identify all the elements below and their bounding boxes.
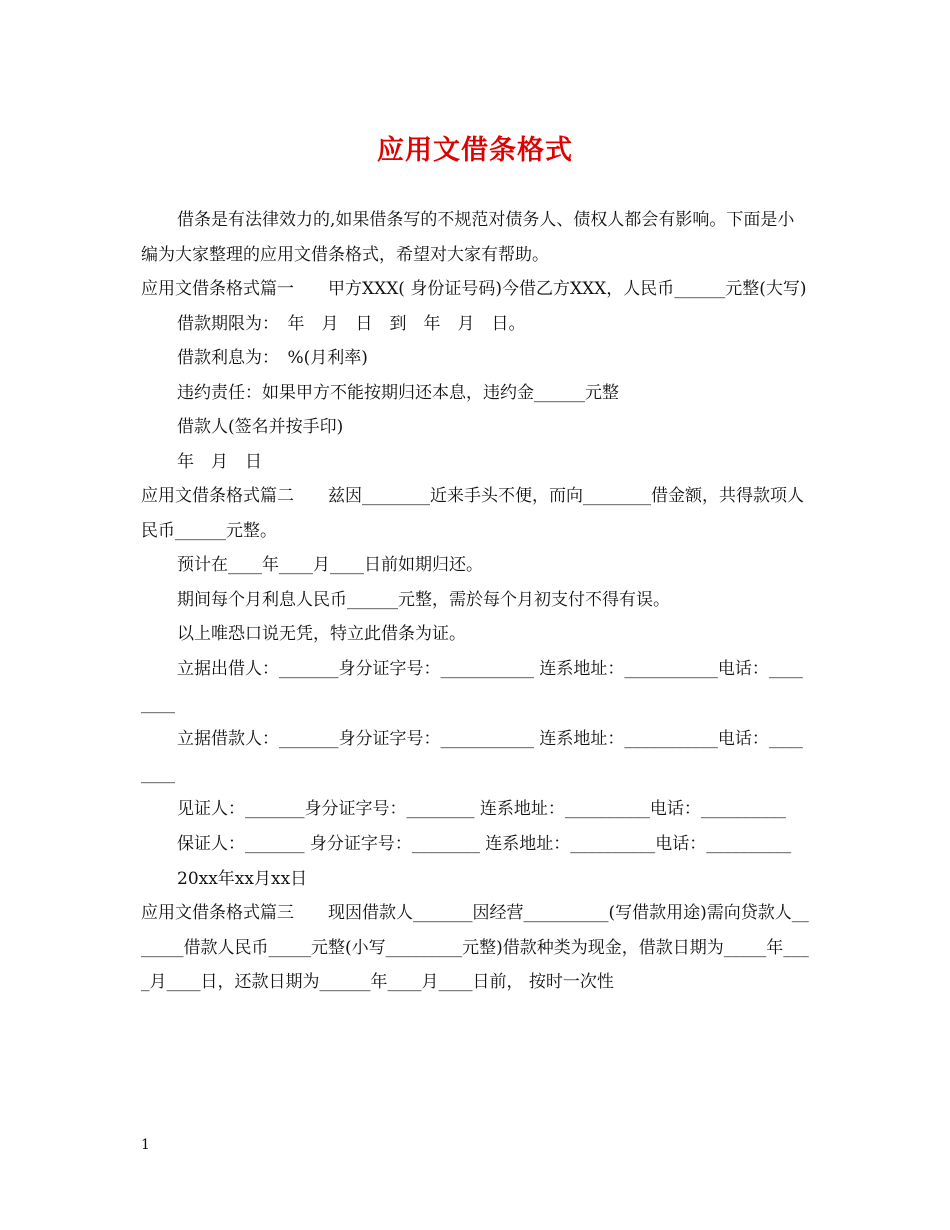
document-date-line: 20xx年xx月xx日 <box>177 868 308 889</box>
repayment-plan-line: 预计在____年____月____日前如期归还。 <box>177 555 483 575</box>
interest-line: 借款利息为： %(月利率) <box>177 348 368 368</box>
monthly-interest-line: 期间每个月利息人民币______元整，需於每个月初支付不得有误。 <box>177 589 670 610</box>
date-line: 年 月 日 <box>177 451 262 472</box>
document-title: 应用文借条格式 <box>377 135 573 166</box>
evidence-statement-line: 以上唯恐口说无凭，特立此借条为证。 <box>177 624 466 644</box>
loan-term-line: 借款期限为： 年 月 日 到 年 月 日。 <box>177 313 526 334</box>
guarantor-info-line: 保证人：_______ 身分证字号：________ 连系地址：__________电话：__________ <box>177 833 792 854</box>
borrower-info-line: 立据借款人：_______身分证字号：___________ 连系地址：___________电话：________ <box>141 728 803 784</box>
document-body <box>141 203 811 1000</box>
borrower-signature-line: 借款人(签名并按手印) <box>177 417 344 437</box>
format-two-heading-paragraph: 应用文借条格式篇二 兹因________近来手头不便，而向________借金额，共得款项人民币______元整。 <box>141 486 804 541</box>
witness-info-line: 见证人：_______身分证字号：________ 连系地址：__________电话：__________ <box>177 798 786 819</box>
lender-info-line: 立据出借人：_______身分证字号：___________ 连系地址：___________电话：________ <box>141 658 803 714</box>
intro-paragraph: 借条是有法律效力的,如果借条写的不规范对债务人、债权人都会有影响。下面是小编为大家整理的应用文借条格式，希望对大家有帮助。 <box>141 210 795 265</box>
format-one-heading-paragraph: 应用文借条格式篇一 甲方XXX( 身份证号码)今借乙方XXX，人民币______元整(大写) <box>141 279 807 299</box>
page-number: 1 <box>141 1137 150 1153</box>
liability-line: 违约责任：如果甲方不能按期归还本息，违约金______元整 <box>177 382 619 403</box>
format-three-paragraph: 应用文借条格式篇三 现因借款人_______因经营__________(写借款用途)需向贷款人_______借款人民币_____元整(小写_________元整)借款种类为现金，借款日期为_____年____月____日，还款日期为______年____月____日前， 按时一次性 <box>141 903 809 992</box>
